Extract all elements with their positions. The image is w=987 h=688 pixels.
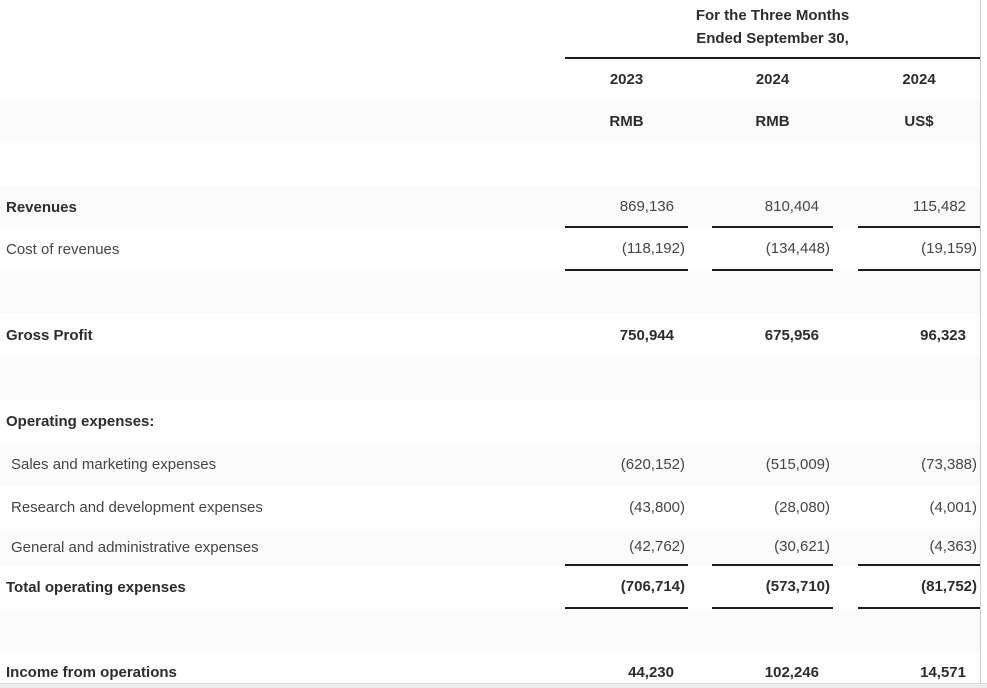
row-label: Income from operations: [6, 664, 177, 681]
empty-label-cell: [0, 0, 565, 59]
cell-value: 96,323: [920, 327, 966, 344]
year-header-row: [0, 59, 980, 100]
period-header-row: [0, 0, 980, 59]
column-gap: [833, 186, 858, 228]
column-gap: [688, 400, 712, 443]
row-label: General and administrative expenses: [11, 539, 259, 556]
viewport-bottom-edge: [0, 683, 987, 688]
column-year-2024-rmb: 2024: [755, 71, 790, 88]
cell-value: [858, 400, 980, 443]
row-cost-of-revenues: [0, 228, 980, 271]
cell-value: (28,080): [774, 499, 830, 516]
cell-value: (19,159): [858, 228, 980, 271]
cell-value: 14,571: [920, 664, 966, 681]
cell-value: (42,762): [565, 529, 688, 566]
period-header-line1: For the Three Months: [695, 7, 850, 24]
column-gap: [833, 100, 858, 143]
cell-value: (118,192): [565, 228, 688, 271]
column-gap: [688, 486, 712, 529]
cell-value: 675,956: [764, 327, 819, 344]
column-gap: [833, 529, 858, 566]
column-gap: [688, 314, 712, 357]
column-year-2024-usd: 2024: [902, 71, 936, 88]
spacer-row: [0, 271, 980, 314]
period-header-line2: Ended September 30,: [696, 30, 849, 47]
cell-value: (81,752): [858, 566, 980, 609]
empty-label-cell: [0, 100, 565, 143]
cell-value: (515,009): [765, 456, 830, 473]
row-label: Operating expenses:: [6, 413, 155, 430]
column-gap: [833, 486, 858, 529]
row-gross-profit: [0, 314, 980, 357]
cell-value: (706,714): [565, 566, 688, 609]
column-gap: [833, 314, 858, 357]
row-label: Total operating expenses: [6, 579, 186, 596]
column-gap: [833, 400, 858, 443]
spacer-row: [0, 357, 980, 400]
column-gap: [688, 100, 712, 143]
cell-value: (134,448): [712, 228, 833, 271]
spacer-row: [0, 143, 980, 186]
cell-value: 750,944: [619, 327, 674, 344]
column-gap: [688, 443, 712, 486]
column-currency-rmb-1: RMB: [609, 113, 644, 130]
row-operating-expenses-header: [0, 400, 980, 443]
currency-header-row: [0, 100, 980, 143]
cell-value: 102,246: [764, 664, 819, 681]
cell-value: 869,136: [565, 186, 688, 228]
row-sales-marketing: [0, 443, 980, 486]
row-label: Gross Profit: [6, 327, 93, 344]
cell-value: (73,388): [921, 456, 977, 473]
column-gap: [688, 529, 712, 566]
row-research-development: [0, 486, 980, 529]
period-header: [565, 0, 980, 59]
column-currency-usd: US$: [904, 113, 934, 130]
cell-value: (30,621): [712, 529, 833, 566]
row-revenues: [0, 186, 980, 228]
column-gap: [688, 59, 712, 100]
cell-value: [712, 400, 833, 443]
column-gap: [833, 566, 858, 609]
row-general-administrative: [0, 529, 980, 566]
column-year-2023: 2023: [609, 71, 644, 88]
cell-value: (43,800): [629, 499, 685, 516]
cell-value: (4,363): [858, 529, 980, 566]
column-gap: [688, 186, 712, 228]
spacer-row: [0, 609, 980, 652]
cell-value: (573,710): [712, 566, 833, 609]
empty-label-cell: [0, 59, 565, 100]
table-right-border: [980, 0, 981, 688]
cell-value: (620,152): [620, 456, 685, 473]
column-gap: [833, 228, 858, 271]
cell-value: 810,404: [712, 186, 833, 228]
column-gap: [688, 228, 712, 271]
row-label: Sales and marketing expenses: [11, 456, 217, 473]
column-gap: [688, 566, 712, 609]
row-label: Revenues: [6, 198, 77, 216]
row-label: Cost of revenues: [6, 241, 120, 258]
cell-value: (4,001): [929, 499, 977, 516]
column-gap: [833, 443, 858, 486]
row-label: Research and development expenses: [11, 499, 263, 516]
column-gap: [833, 59, 858, 100]
column-currency-rmb-2: RMB: [755, 113, 790, 130]
cell-value: [565, 400, 688, 443]
row-total-operating-expenses: [0, 566, 980, 609]
cell-value: 115,482: [858, 186, 980, 228]
cell-value: 44,230: [628, 664, 674, 681]
